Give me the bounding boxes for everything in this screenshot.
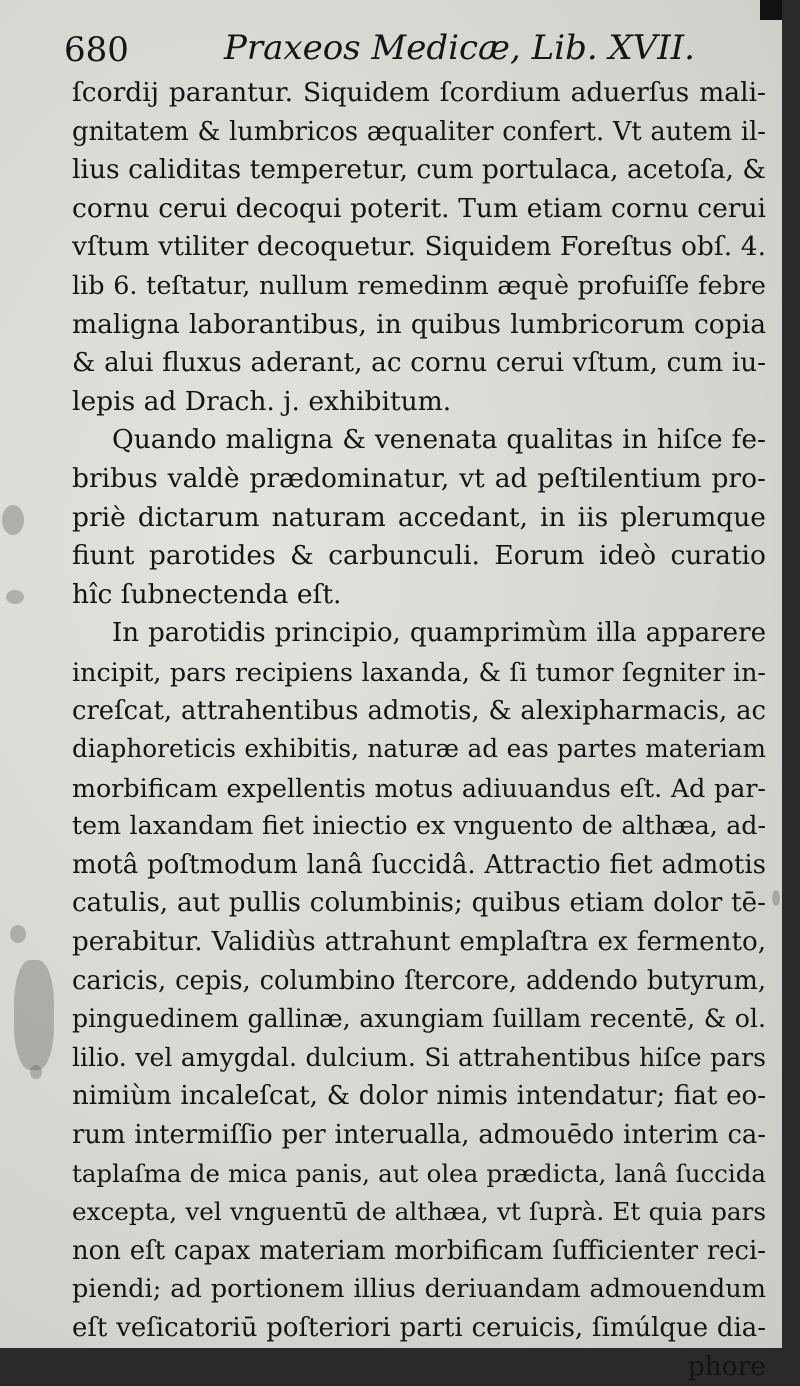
ink-stain: [6, 590, 24, 604]
text-line: vſtum vtiliter decoquetur. Siquidem Foreſtus obſ. 4.: [72, 231, 766, 263]
text-line: lius caliditas temperetur, cum portulaca, acetoſa, &: [72, 154, 766, 186]
text-line: pinguedinem gallinæ, axungiam ſuillam recentē, & ol.: [72, 1004, 766, 1034]
text-line: In parotidis principio, quamprimùm illa apparere: [112, 618, 766, 649]
text-line: bribus valdè prædominatur, vt ad peſtilentium pro-: [72, 462, 766, 494]
text-line: priè dictarum naturam accedant, in iis plerumque: [72, 501, 766, 533]
text-line: catulis, aut pullis columbinis; quibus etiam dolor tē-: [72, 888, 766, 919]
body-text: [72, 74, 766, 1386]
text-line: perabitur. Validiùs attrahunt emplaſtra ex fermento,: [72, 927, 766, 958]
ink-stain: [30, 1065, 42, 1079]
text-line: excepta, vel vnguentū de althæa, vt ſuprà. Et quia pars: [72, 1197, 766, 1227]
text-line: gnitatem & lumbricos æqualiter confert. Vt autem il-: [72, 116, 766, 147]
ink-stain: [2, 505, 24, 535]
text-line: piendi; ad portionem illius deriuandam admouendum: [72, 1274, 766, 1305]
text-line: tem laxandam fiet iniectio ex vnguento de althæa, ad-: [72, 811, 766, 841]
text-line: & alui fluxus aderant, ac cornu cerui vſtum, cum iu-: [72, 348, 766, 379]
text-line: nimiùm incaleſcat, & dolor nimis intendatur; fiat eo-: [72, 1081, 766, 1112]
running-head: Praxeos Medicæ, Lib. XVII.: [224, 28, 695, 68]
ink-stain: [772, 890, 780, 906]
text-line: non eſt capax materiam morbificam ſufficienter reci-: [72, 1235, 766, 1266]
text-line: incipit, pars recipiens laxanda, & ſi tumor ſegniter in-: [72, 656, 766, 687]
text-line: rum intermiſſio per interualla, admouēdo interim ca-: [72, 1120, 766, 1151]
text-line: motâ poſtmodum lanâ ſuccidâ. Attractio fiet admotis: [72, 849, 766, 880]
text-line: lilio. vel amygdal. dulcium. Si attrahentibus hiſce pars: [72, 1042, 766, 1072]
text-line: lib 6. teſtatur, nullum remedinm æquè profuiſſe febre: [72, 270, 766, 301]
text-line: Quando maligna & venenata qualitas in hiſce fe-: [112, 424, 766, 456]
text-line: maligna laborantibus, in quibus lumbricorum copia: [72, 308, 766, 340]
text-line: morbificam expellentis motus adiuuandus eſt. Ad par-: [72, 772, 766, 803]
ink-stain: [10, 925, 26, 943]
text-line: ſcordij parantur. Siquidem ſcordium aduerſus mali-: [72, 77, 766, 108]
text-line: diaphoreticis exhibitis, naturæ ad eas partes materiam: [72, 734, 766, 764]
scan-edge: [760, 0, 782, 20]
text-line: taplaſma de mica panis, aut olea prædicta, lanâ ſuccida: [72, 1158, 766, 1188]
text-line: cornu cerui decoqui poterit. Tum etiam cornu cerui: [72, 192, 766, 224]
catchword: phore: [687, 1350, 766, 1382]
ink-stain: [14, 960, 54, 1070]
text-line: creſcat, attrahentibus admotis, & alexipharmacis, ac: [72, 695, 766, 726]
text-line: eſt veſicatoriū poſteriori parti ceruicis, ſimúlque dia-: [72, 1313, 766, 1343]
page-number: 680: [64, 30, 129, 70]
text-line: fiunt parotides & carbunculi. Eorum ideò curatio: [72, 540, 766, 572]
text-line: lepis ad Drach. j. exhibitum.: [72, 385, 452, 417]
page-header: [64, 28, 764, 78]
text-line: caricis, cepis, columbino ſtercore, addendo butyrum,: [72, 965, 766, 996]
text-line: hîc ſubnectenda eſt.: [72, 578, 342, 610]
